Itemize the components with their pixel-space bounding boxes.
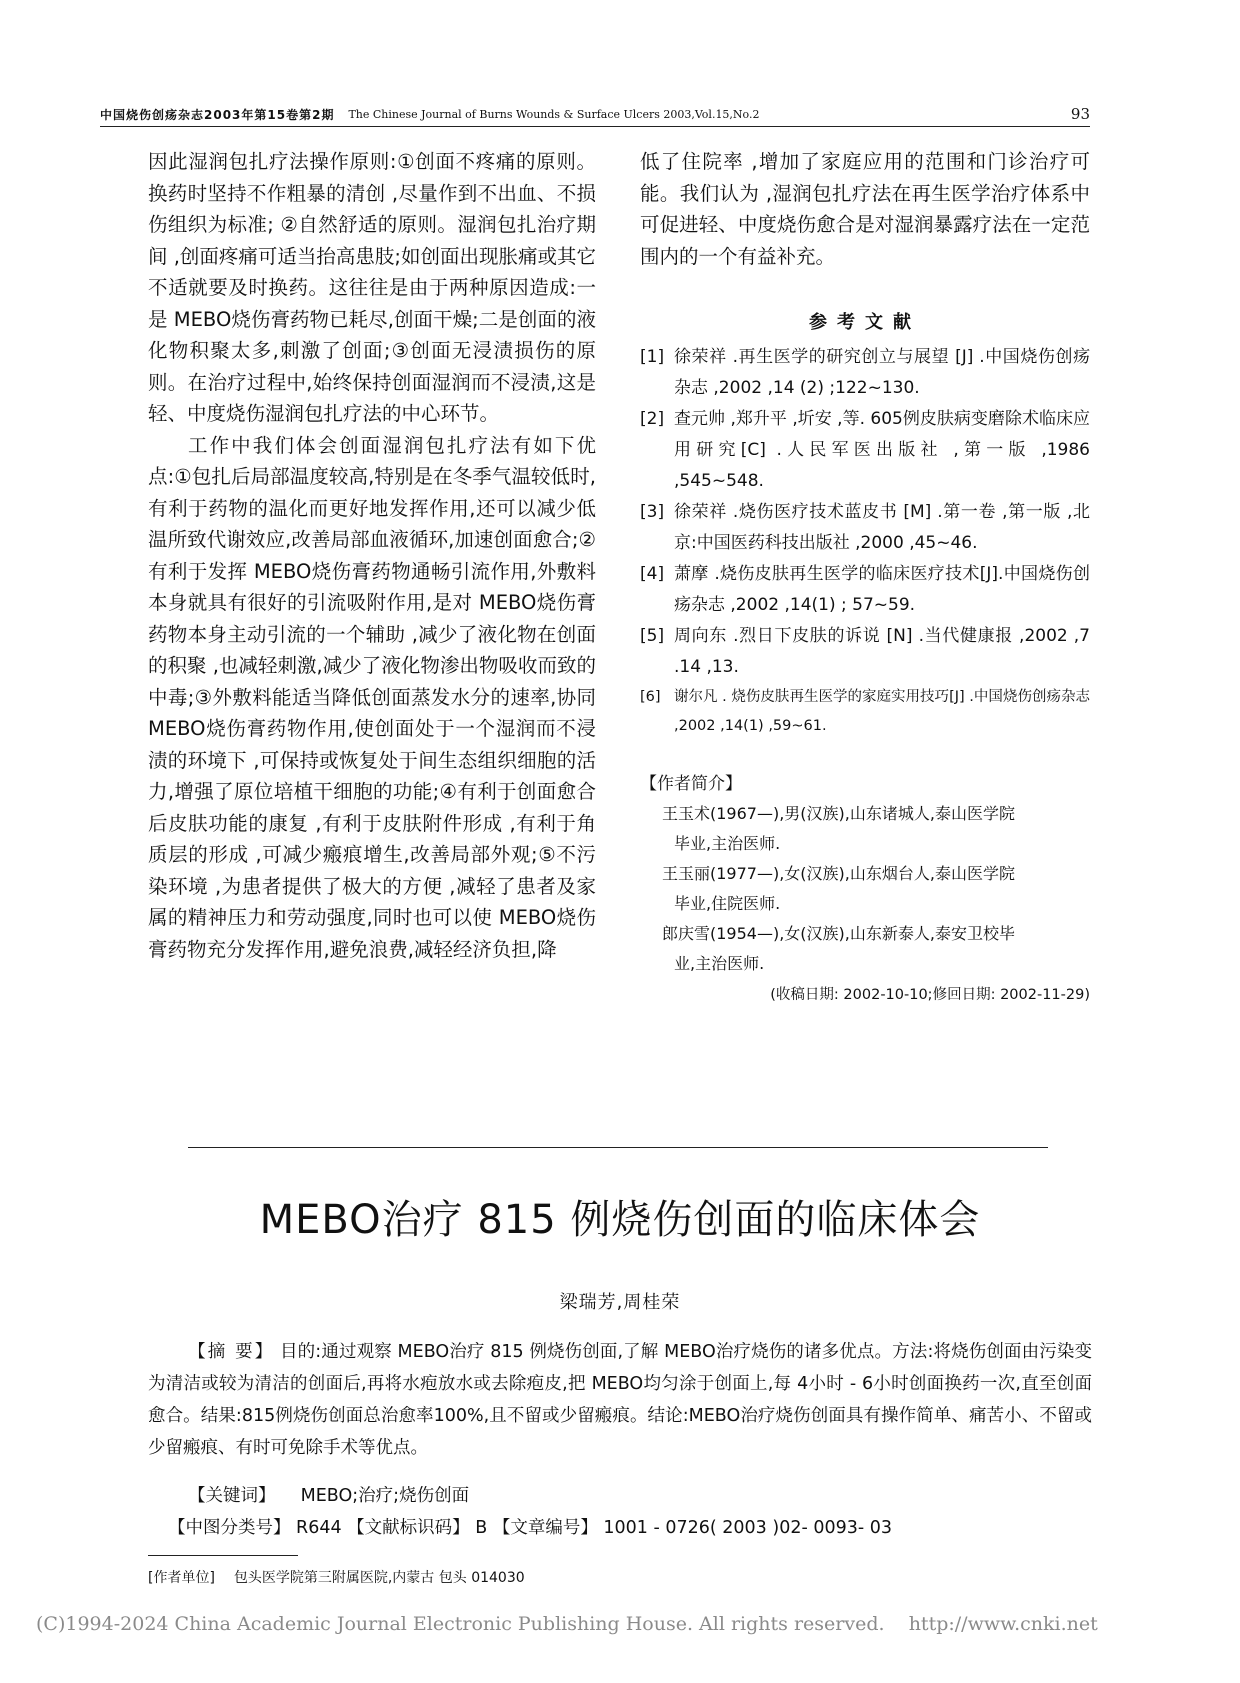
reference-item xyxy=(640,559,1090,621)
classification-line: 【中图分类号】 R644 【文献标识码】 B 【文章编号】 1001 - 0726( 2003 )02- 0093- 03 xyxy=(168,1518,893,1538)
reference-number: [4] xyxy=(640,564,665,584)
body-paragraph: 因此湿润包扎疗法操作原则:①创面不疼痛的原则。换药时坚持不作粗暴的清创 ,尽量作到不出血、不损伤组织为标准; ②自然舒适的原则。湿润包扎治疗期间 ,创面疼痛可适当抬高患肢;如创面出现胀痛或其它不适就要及时换药。这往往是由于两种原因造成:一是 MEBO烧伤膏药物已耗尽,创面干燥;二是创面的液化物积聚太多,刺激了创面;③创面无浸渍损伤的原则。在治疗过程中,始终保持创面湿润而不浸渍,这是轻、中度烧伤湿润包扎疗法的中心环节。 xyxy=(148,150,596,425)
footnote-rule xyxy=(148,1555,298,1556)
author-bio-line: 王玉术(1967—),男(汉族),山东诸城人,泰山医学院 xyxy=(662,804,1015,823)
reference-text: 周向东 .烈日下皮肤的诉说 [N] .当代健康报 ,2002 ,7 .14 ,13. xyxy=(674,626,1090,677)
received-dates: (收稿日期: 2002-10-10;修回日期: 2002-11-29) xyxy=(770,987,1090,1003)
header-rule xyxy=(100,126,1090,127)
author-bio xyxy=(640,919,1090,979)
right-column xyxy=(640,146,1090,1007)
abstract xyxy=(148,1336,1092,1464)
keywords-label: 【关键词】 xyxy=(188,1486,276,1506)
references-title: 参考文献 xyxy=(809,312,921,333)
author-bio-title: 【作者简介】 xyxy=(640,774,742,794)
reference-text: 萧摩 .烧伤皮肤再生医学的临床医疗技术[J].中国烧伤创疡杂志 ,2002 ,14(1) ; 57~59. xyxy=(674,564,1090,615)
reference-text: 徐荣祥 .烧伤医疗技术蓝皮书 [M] .第一卷 ,第一版 ,北京:中国医药科技出版社 ,2000 ,45~46. xyxy=(674,502,1090,553)
running-header xyxy=(100,104,1090,124)
keywords-text: MEBO;治疗;烧伤创面 xyxy=(300,1486,470,1506)
reference-text: 查元帅 ,郑升平 ,圻安 ,等. 605例皮肤病变磨除术临床应用研究[C] .人民军医出版社 ,第一版 ,1986 ,545~548. xyxy=(674,409,1090,491)
article-title: MEBO治疗 815 例烧伤创面的临床体会 xyxy=(259,1197,981,1243)
reference-number: [1] xyxy=(640,347,665,367)
reference-item xyxy=(640,621,1090,683)
author-bio-line: 业,主治医师. xyxy=(674,954,765,973)
reference-item xyxy=(640,683,1090,741)
copyright-watermark: (C)1994-2024 China Academic Journal Electronic Publishing House. All rights reserved. http://www.cnki.net xyxy=(36,1613,1098,1635)
abstract-text: 目的:通过观察 MEBO治疗 815 例烧伤创面,了解 MEBO治疗烧伤的诸多优点。方法:将烧伤创面由污染变为清洁或较为清洁的创面后,再将水疱放水或去除疱皮,把 MEBO均匀涂于创面上,每 4小时 - 6小时创面换药一次,直至创面愈合。结果:815例烧伤创面总治愈率100%,且不留或少留瘢痕。结论:MEBO治疗烧伤创面具有操作简单、痛苦小、不留或少留瘢痕、有时可免除手术等优点。 xyxy=(148,1342,1092,1458)
keywords xyxy=(188,1480,1088,1512)
reference-number: [3] xyxy=(640,502,665,522)
reference-number: [2] xyxy=(640,409,665,429)
author-bio xyxy=(640,859,1090,919)
article-authors: 梁瑞芳,周桂荣 xyxy=(559,1292,681,1313)
reference-item xyxy=(640,404,1090,497)
author-bio-line: 毕业,主治医师. xyxy=(674,834,781,853)
affiliation-text: 包头医学院第三附属医院,内蒙古 包头 014030 xyxy=(233,1570,525,1586)
page-number: 93 xyxy=(1070,105,1090,123)
author-bio-line: 郎庆雪(1954—),女(汉族),山东新泰人,泰安卫校毕 xyxy=(662,924,1015,943)
reference-item xyxy=(640,497,1090,559)
article-divider xyxy=(188,1147,1048,1148)
affiliation xyxy=(148,1566,1048,1590)
abstract-label: 【摘 要】 xyxy=(188,1342,275,1362)
author-bio-line: 王玉丽(1977—),女(汉族),山东烟台人,泰山医学院 xyxy=(662,864,1015,883)
reference-text: 谢尔凡 . 烧伤皮肤再生医学的家庭实用技巧[J] .中国烧伤创疡杂志 ,2002 ,14(1) ,59~61. xyxy=(674,689,1090,734)
body-paragraph: 低了住院率 ,增加了家庭应用的范围和门诊治疗可能。我们认为 ,湿润包扎疗法在再生医学治疗体系中可促进轻、中度烧伤愈合是对湿润暴露疗法在一定范围内的一个有益补充。 xyxy=(640,150,1090,268)
left-column xyxy=(148,146,596,965)
journal-title-en: The Chinese Journal of Burns Wounds & Surface Ulcers 2003,Vol.15,No.2 xyxy=(348,107,760,121)
reference-number: [6] xyxy=(640,689,661,705)
affiliation-label: [作者单位] xyxy=(148,1570,215,1586)
author-bio-line: 毕业,住院医师. xyxy=(674,894,781,913)
reference-text: 徐荣祥 .再生医学的研究创立与展望 [J] .中国烧伤创疡杂志 ,2002 ,14 (2) ;122~130. xyxy=(674,347,1090,398)
author-bio xyxy=(640,799,1090,859)
body-paragraph: 工作中我们体会创面湿润包扎疗法有如下优点:①包扎后局部温度较高,特别是在冬季气温较低时,有利于药物的温化而更好地发挥作用,还可以减少低温所致代谢效应,改善局部血液循环,加速创面愈合;②有利于发挥 MEBO烧伤膏药物通畅引流作用,外敷料本身就具有很好的引流吸附作用,是对 MEBO烧伤膏药物本身主动引流的一个辅助 ,减少了液化物在创面的积聚 ,也减轻刺激,减少了液化物渗出物吸收而致的中毒;③外敷料能适当降低创面蒸发水分的速率,协同 MEBO烧伤膏药物作用,使创面处于一个湿润而不浸渍的环境下 ,可保持或恢复处于间生态组织细胞的活力,增强了原位培植干细胞的功能;④有利于创面愈合后皮肤功能的康复 ,有利于皮肤附件形成 ,有利于角质层的形成 ,可减少瘢痕增生,改善局部外观;⑤不污染环境 ,为患者提供了极大的方便 ,减轻了患者及家属的精神压力和劳动强度,同时也可以使 MEBO烧伤膏药物充分发挥作用,避免浪费,减轻经济负担,降 xyxy=(148,433,596,961)
reference-number: [5] xyxy=(640,626,665,646)
reference-item xyxy=(640,342,1090,404)
journal-title-cn: 中国烧伤创疡杂志2003年第15卷第2期 xyxy=(100,107,335,122)
